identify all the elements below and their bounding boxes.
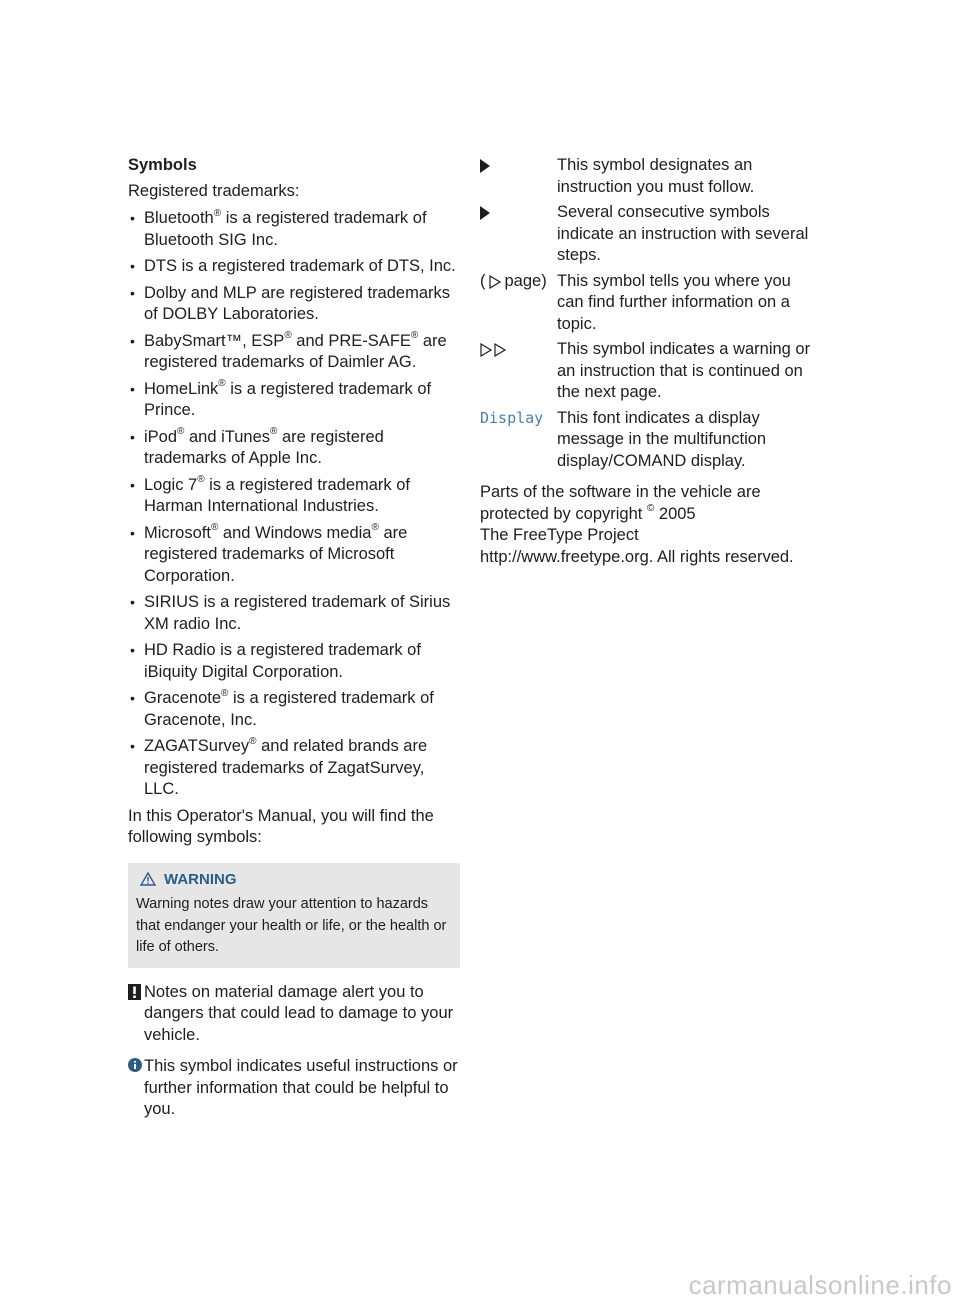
bullet-icon: •: [130, 258, 135, 274]
list-item: • SIRIUS is a registered trademark of Sirius XM radio Inc.: [130, 593, 451, 633]
watermark: carmanualsonline.info: [688, 1269, 952, 1300]
bullet-icon: •: [130, 524, 135, 541]
symbol-row: [480, 339, 820, 404]
symbol-row: ( page) This symbol tells you where you can find further information on a topic.: [480, 271, 820, 336]
page-reference-label: page): [504, 271, 547, 290]
symbol-row: [480, 202, 820, 267]
list-item: • Logic 7® is a registered trademark of Harman International Industries.: [130, 474, 411, 515]
bullet-icon: •: [130, 380, 135, 397]
intro-text: Registered trademarks:: [128, 181, 300, 200]
damage-note: Notes on material damage alert you to dangers that could lead to damage to your vehicle.: [128, 982, 460, 1047]
list-item: • HomeLink® is a registered trademark of Prince.: [130, 378, 432, 419]
symbol-description: This symbol indicates a warning or an instruction that is continued on the next page.: [557, 340, 811, 401]
warning-body: Warning notes draw your attention to hazards that endanger your health or life, or the health or life of others.: [136, 896, 447, 955]
software-notice: Parts of the software in the vehicle are protected by copyright © 2005 The FreeType Project http://www.freetype.org. All rights reserved.: [480, 483, 794, 566]
bullet-icon: •: [130, 690, 135, 706]
list-item: • BabySmart™, ESP® and PRE-SAFE® are registered trademarks of Daimler AG.: [130, 330, 447, 371]
symbol-description: This symbol tells you where you can find further information on a topic.: [557, 271, 791, 333]
manual-text: In this Operator's Manual, you will find the following symbols:: [128, 806, 434, 846]
bullet-icon: •: [130, 476, 135, 493]
symbol-description: Several consecutive symbols indicate an instruction with several steps.: [557, 203, 809, 264]
bullet-icon: •: [130, 210, 135, 226]
list-item: • DTS is a registered trademark of DTS, Inc.: [128, 256, 460, 278]
symbol-row: [480, 408, 820, 473]
list-item: • HD Radio is a registered trademark of iBiquity Digital Corporation.: [130, 641, 421, 681]
bullet-icon: •: [130, 332, 135, 349]
info-icon: [128, 1058, 142, 1072]
list-item: • ZAGATSurvey® and related brands are registered trademarks of ZagatSurvey, LLC.: [130, 735, 428, 798]
symbol-row: [480, 155, 820, 198]
list-item: • Microsoft® and Windows media® are registered trademarks of Microsoft Corporation.: [130, 522, 408, 585]
left-column: [128, 155, 460, 1131]
display-font-sample: Display: [480, 408, 544, 427]
continued-icon: [480, 343, 508, 357]
symbol-description: This font indicates a display message in the multifunction display/COMAND display.: [557, 408, 767, 470]
list-item: • Bluetooth® is a registered trademark of Bluetooth SIG Inc.: [130, 207, 427, 249]
step-arrow-icon: [480, 206, 490, 220]
section-heading: Symbols: [128, 156, 197, 174]
info-note: This symbol indicates useful instructions or further information that could be helpful to you.: [128, 1056, 460, 1121]
symbol-description: This symbol designates an instruction you must follow.: [557, 156, 755, 196]
trademark-list: [128, 208, 460, 801]
bullet-icon: •: [130, 284, 135, 301]
bullet-icon: •: [130, 594, 135, 610]
exclamation-icon: [128, 984, 141, 1000]
bullet-icon: •: [130, 738, 135, 754]
warning-box: [128, 863, 460, 968]
list-item: • Gracenote® is a registered trademark of Gracenote, Inc.: [130, 687, 434, 729]
warning-triangle-icon: [140, 872, 156, 886]
bullet-icon: •: [130, 642, 135, 658]
list-item: • Dolby and MLP are registered trademarks of DOLBY Laboratories.: [130, 283, 451, 323]
warning-title: WARNING: [136, 869, 452, 891]
list-item: • iPod® and iTunes® are registered trademarks of Apple Inc.: [130, 426, 384, 467]
instruction-arrow-icon: [480, 159, 490, 173]
bullet-icon: •: [130, 428, 135, 445]
page-reference-icon: [489, 275, 501, 289]
right-column: [480, 155, 820, 568]
